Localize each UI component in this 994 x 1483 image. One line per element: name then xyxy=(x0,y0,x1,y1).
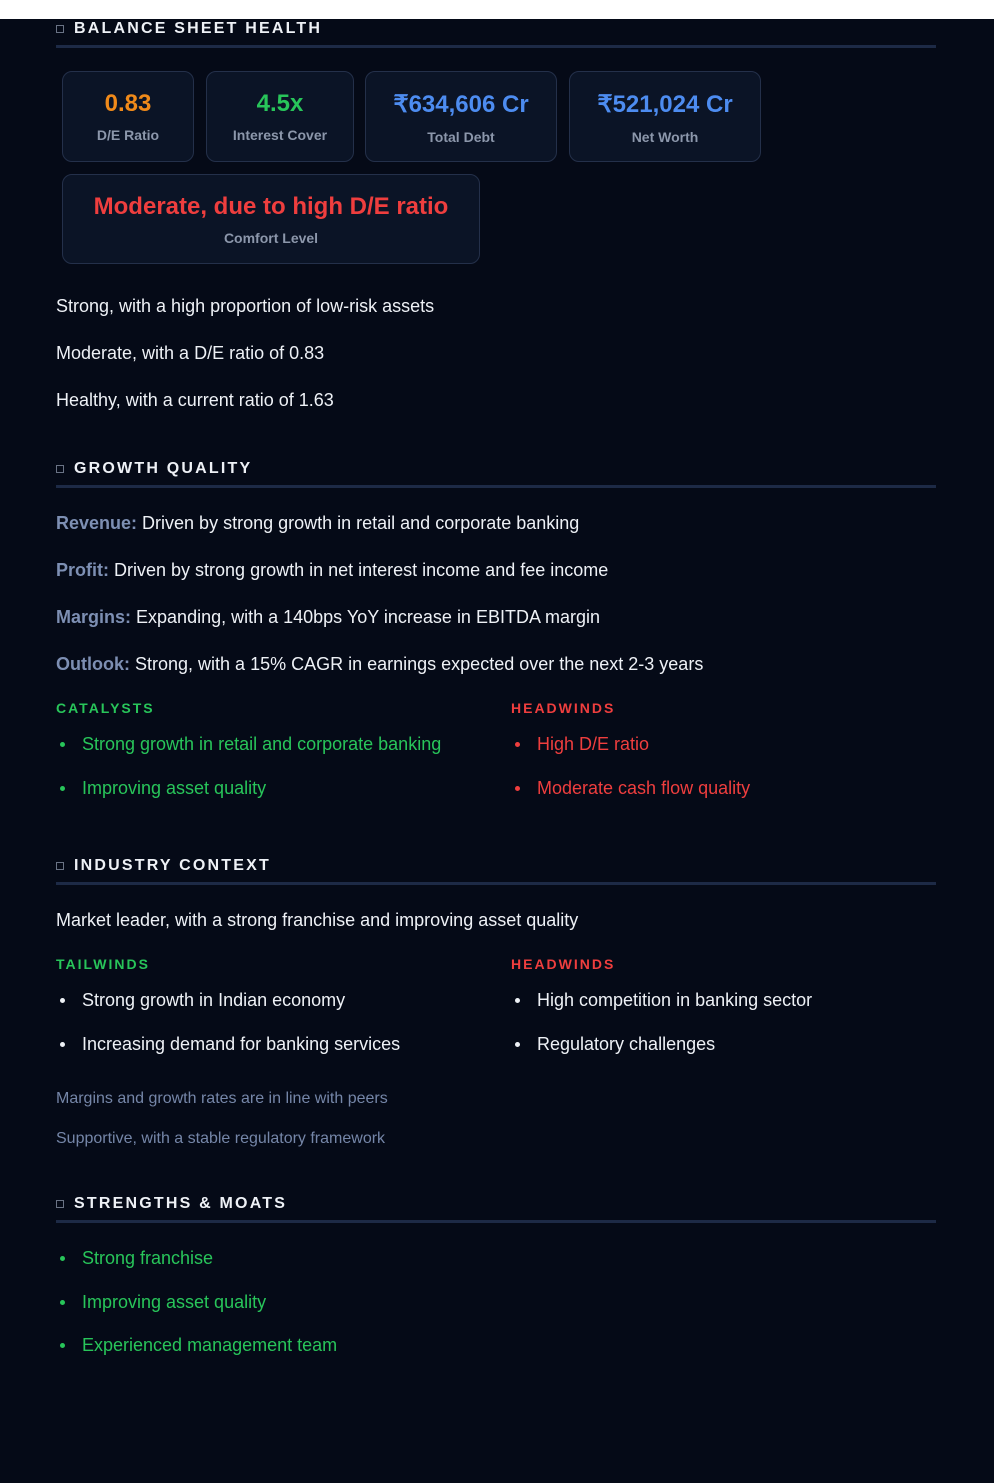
section-divider xyxy=(56,882,936,885)
metric-value: ₹634,606 Cr xyxy=(393,91,529,118)
industry-headwind-text: Regulatory challenges xyxy=(537,1034,716,1054)
bullet-dot-icon xyxy=(60,1256,65,1261)
metric-label: D/E Ratio xyxy=(96,127,160,143)
strength-text: Experienced management team xyxy=(82,1335,338,1355)
bullet-dot-icon xyxy=(60,998,65,1003)
headwind-text: Moderate cash flow quality xyxy=(537,778,751,798)
metric-label: Total Debt xyxy=(427,129,495,145)
bullet-dot-icon xyxy=(515,1042,520,1047)
metric-value: Moderate, due to high D/E ratio xyxy=(93,193,449,220)
headwind-text: High D/E ratio xyxy=(537,734,650,754)
metric-label: Comfort Level xyxy=(223,230,319,246)
section-title: STRENGTHS & MOATS xyxy=(74,1195,288,1212)
industry-headwinds-label: HEADWINDS xyxy=(511,956,616,972)
bullet-dot-icon xyxy=(515,998,520,1003)
metric-label: Interest Cover xyxy=(232,127,328,143)
section-square-icon xyxy=(56,862,64,870)
tailwind-text: Increasing demand for banking services xyxy=(82,1034,401,1054)
bullet-dot-icon xyxy=(60,786,65,791)
balance-note: Healthy, with a current ratio of 1.63 xyxy=(56,390,334,410)
balance-note: Strong, with a high proportion of low-risk assets xyxy=(56,296,435,316)
metric-card-interest-cover xyxy=(206,71,354,162)
industry-summary: Market leader, with a strong franchise and improving asset quality xyxy=(56,910,579,930)
metric-card-comfort-level xyxy=(62,174,480,264)
tailwind-text: Strong growth in Indian economy xyxy=(82,990,346,1010)
bullet-dot-icon xyxy=(60,1300,65,1305)
growth-item-margins xyxy=(56,607,600,628)
strength-text: Strong franchise xyxy=(82,1248,214,1268)
industry-headwind-text: High competition in banking sector xyxy=(537,990,813,1010)
section-title: BALANCE SHEET HEALTH xyxy=(74,20,323,37)
tailwinds-label: TAILWINDS xyxy=(56,956,150,972)
balance-sheet-section xyxy=(56,19,936,48)
strength-text: Improving asset quality xyxy=(82,1292,267,1312)
growth-item-text: Driven by strong growth in net interest income and fee income xyxy=(114,560,609,580)
growth-quality-section xyxy=(56,459,936,488)
balance-note: Moderate, with a D/E ratio of 0.83 xyxy=(56,343,325,363)
growth-item-text: Expanding, with a 140bps YoY increase in EBITDA margin xyxy=(136,607,600,627)
growth-item-key: Margins: xyxy=(56,607,132,627)
section-title: GROWTH QUALITY xyxy=(74,460,253,477)
catalysts-label: CATALYSTS xyxy=(56,700,155,716)
strengths-section xyxy=(56,1194,936,1223)
section-square-icon xyxy=(56,1200,64,1208)
section-square-icon xyxy=(56,465,64,473)
section-header xyxy=(56,856,936,876)
bullet-dot-icon xyxy=(60,1343,65,1348)
growth-item-key: Profit: xyxy=(56,560,109,580)
section-divider xyxy=(56,1220,936,1223)
growth-item-revenue xyxy=(56,513,579,534)
bullet-dot-icon xyxy=(60,1042,65,1047)
catalyst-text: Strong growth in retail and corporate banking xyxy=(82,734,442,754)
growth-item-text: Driven by strong growth in retail and corporate banking xyxy=(142,513,580,533)
metric-value: 0.83 xyxy=(104,90,152,117)
section-divider xyxy=(56,45,936,48)
growth-item-outlook xyxy=(56,654,703,675)
industry-note: Margins and growth rates are in line with peers xyxy=(56,1090,388,1107)
headwinds-label: HEADWINDS xyxy=(511,700,616,716)
metric-value: 4.5x xyxy=(256,90,304,117)
catalyst-text: Improving asset quality xyxy=(82,778,267,798)
section-header xyxy=(56,1194,936,1214)
bullet-dot-icon xyxy=(515,786,520,791)
metric-label: Net Worth xyxy=(631,129,699,145)
industry-note: Supportive, with a stable regulatory framework xyxy=(56,1130,386,1147)
metric-card-de-ratio xyxy=(62,71,194,162)
top-status-bar xyxy=(0,0,994,19)
bullet-dot-icon xyxy=(60,742,65,747)
growth-item-text: Strong, with a 15% CAGR in earnings expected over the next 2-3 years xyxy=(135,654,704,674)
metric-card-net-worth xyxy=(569,71,761,162)
section-divider xyxy=(56,485,936,488)
section-header xyxy=(56,19,936,39)
metric-value: ₹521,024 Cr xyxy=(597,91,733,118)
growth-item-key: Revenue: xyxy=(56,513,138,533)
bullet-dot-icon xyxy=(515,742,520,747)
industry-context-section xyxy=(56,856,936,885)
metric-card-total-debt xyxy=(365,71,557,162)
growth-item-key: Outlook: xyxy=(56,654,130,674)
section-header xyxy=(56,459,936,479)
section-square-icon xyxy=(56,25,64,33)
section-title: INDUSTRY CONTEXT xyxy=(74,857,271,874)
growth-item-profit xyxy=(56,560,608,581)
